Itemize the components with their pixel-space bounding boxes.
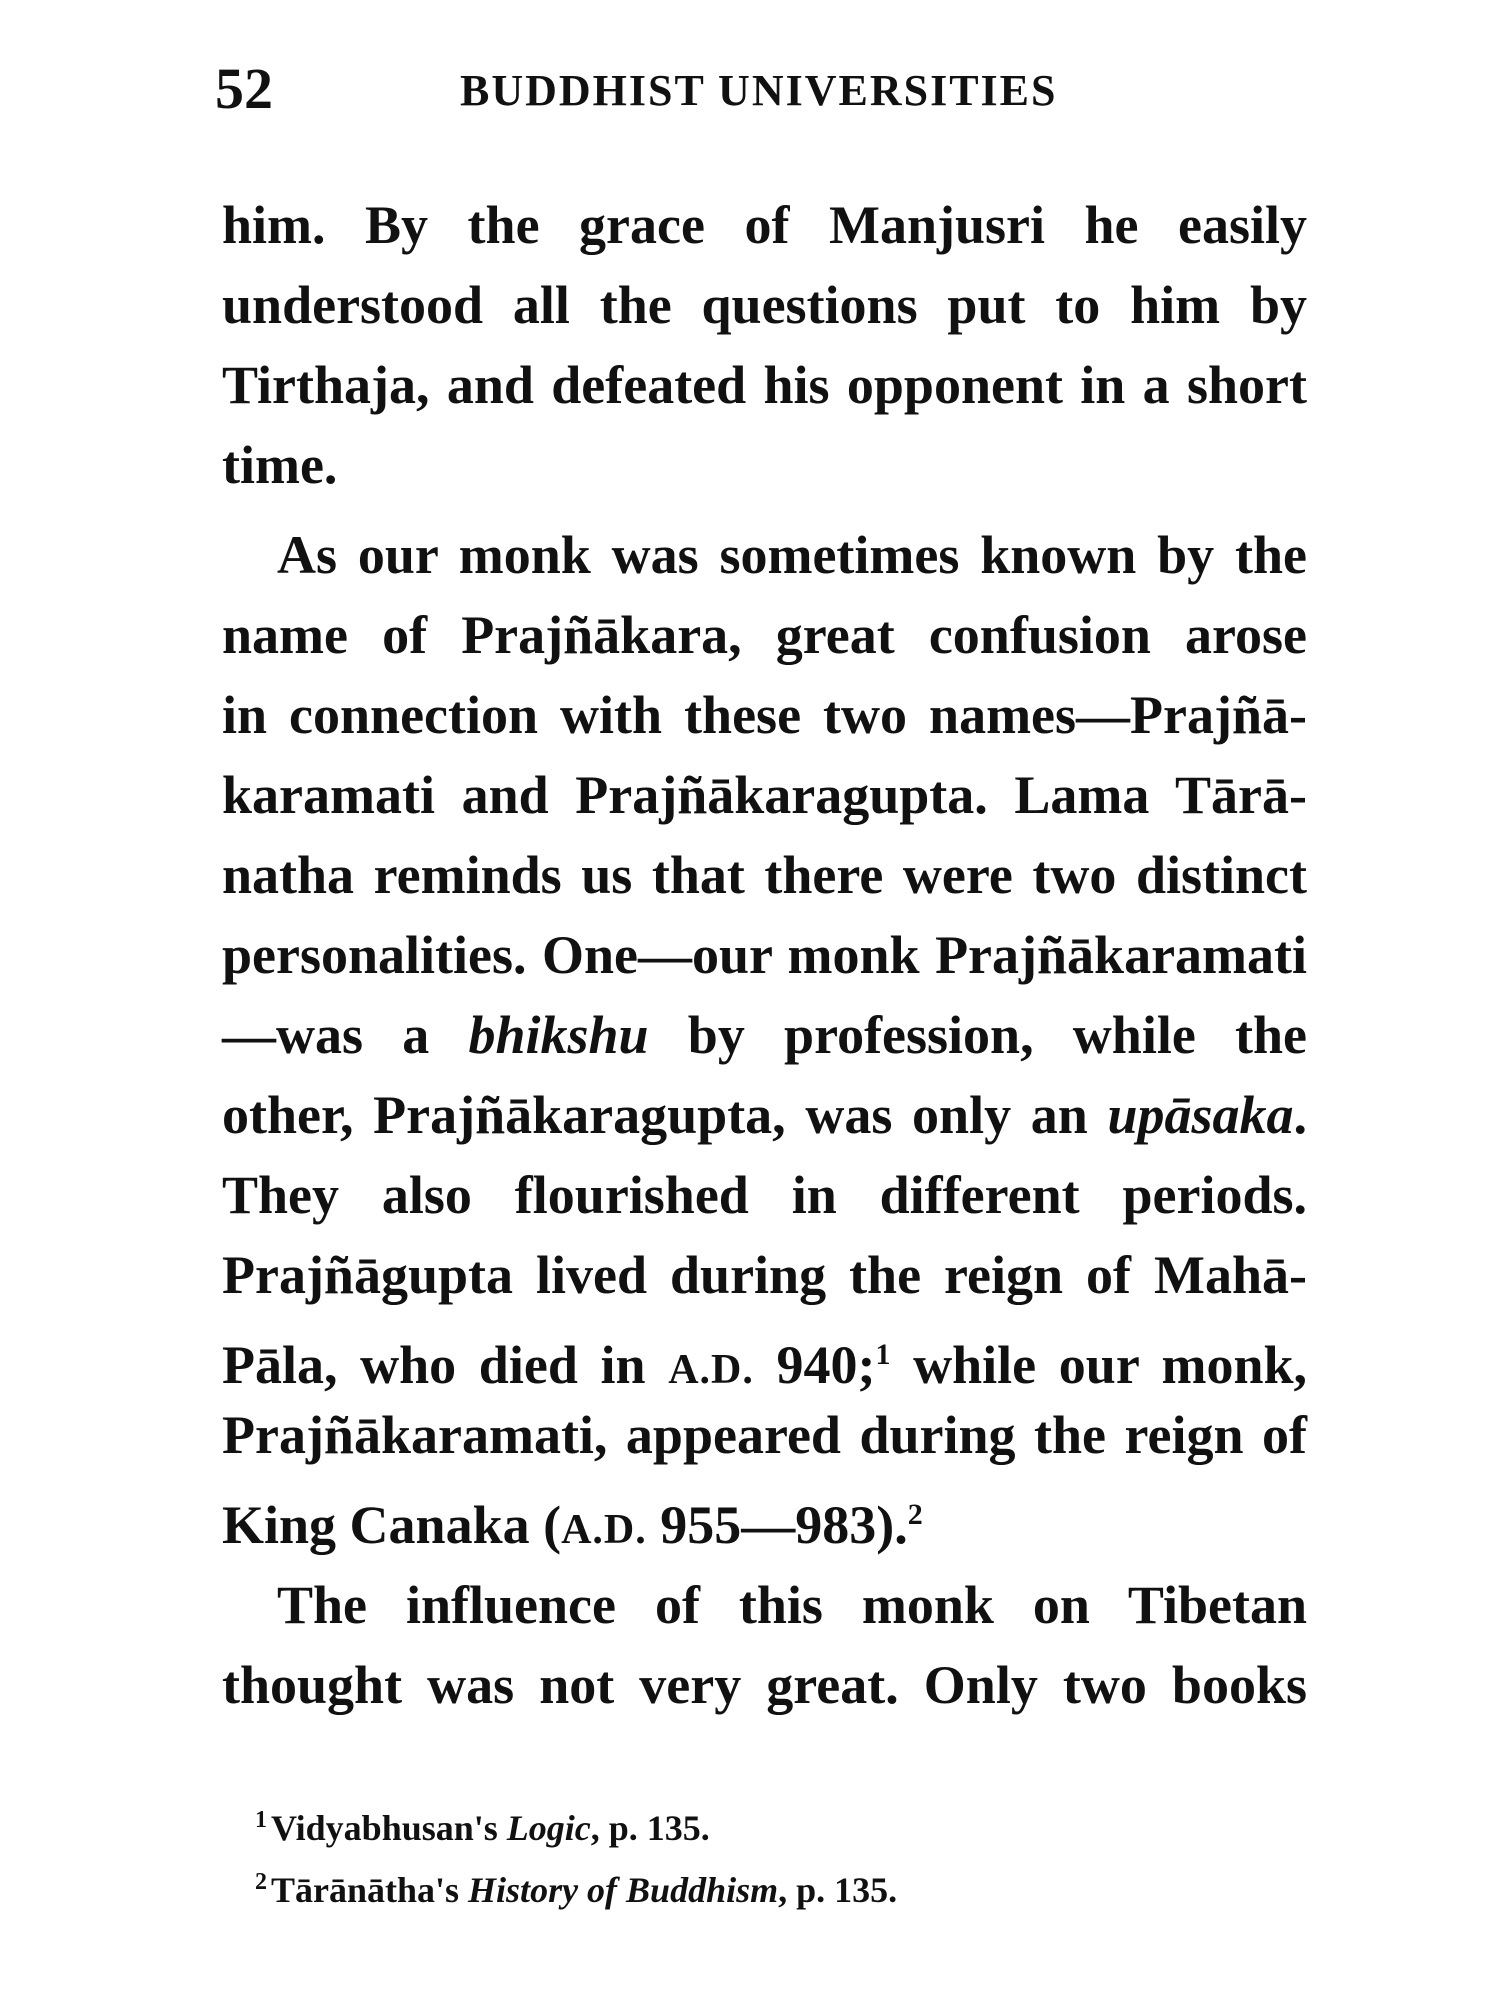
footnote-reference: 2 xyxy=(907,1498,923,1531)
footnotes xyxy=(255,1790,1155,1950)
footnote-mark: 1 xyxy=(255,1807,267,1833)
running-title: BUDDHIST UNIVERSITIES xyxy=(460,66,1058,115)
text-line: personalities. One—our monk Prajñākaramati xyxy=(222,925,1307,985)
italic-term: bhikshu xyxy=(468,1005,649,1065)
text-line: They also flourished in different periods. xyxy=(222,1165,1307,1225)
text-line: him. By the grace of Manjusri he easily xyxy=(222,195,1307,255)
text-line: time. xyxy=(222,435,338,495)
text-line: Prajñākaramati, appeared during the reign of xyxy=(222,1405,1307,1465)
footnote-reference: 1 xyxy=(875,1338,891,1371)
text-line: —was a bhikshu by profession, while the xyxy=(222,1005,1307,1065)
text-line: name of Prajñākara, great confusion arose xyxy=(222,605,1307,665)
text-line: The influence of this monk on Tibetan xyxy=(277,1575,1307,1635)
small-caps-era: A.D. xyxy=(668,1347,754,1393)
text-line: other, Prajñākaragupta, was only an upāsaka. xyxy=(222,1085,1307,1145)
text-line: karamati and Prajñākaragupta. Lama Tārā- xyxy=(222,765,1307,825)
text-line: Pāla, who died in A.D. 940;$^1$ while our monk, xyxy=(222,1335,1308,1395)
page-number: 52 xyxy=(215,56,273,121)
text-line: understood all the questions put to him by xyxy=(222,275,1307,335)
footnote-mark: 2 xyxy=(255,1869,267,1895)
running-head xyxy=(215,55,1305,125)
text-line: Tirthaja, and defeated his opponent in a short xyxy=(222,355,1307,415)
text-line: As our monk was sometimes known by the xyxy=(277,525,1307,585)
text-line: in connection with these two names—Prajñā- xyxy=(222,685,1307,745)
footnote-title: History of Buddhism xyxy=(468,1870,779,1910)
footnote: $^2$ Tārānātha's History of Buddhism, p. 135. xyxy=(255,1869,898,1910)
text-line: thought was not very great. Only two books xyxy=(222,1655,1307,1715)
footnote-title: Logic xyxy=(506,1808,591,1848)
small-caps-era: A.D. xyxy=(561,1507,647,1553)
text-line: Prajñāgupta lived during the reign of Mahā- xyxy=(222,1245,1307,1305)
text-line: natha reminds us that there were two distinct xyxy=(222,845,1307,905)
italic-term: upāsaka xyxy=(1107,1085,1294,1145)
text-line: King Canaka (A.D. 955—983).$^2$ xyxy=(222,1495,923,1555)
footnote: $^1$ Vidyabhusan's Logic, p. 135. xyxy=(255,1807,710,1848)
body-text xyxy=(222,185,1307,1715)
